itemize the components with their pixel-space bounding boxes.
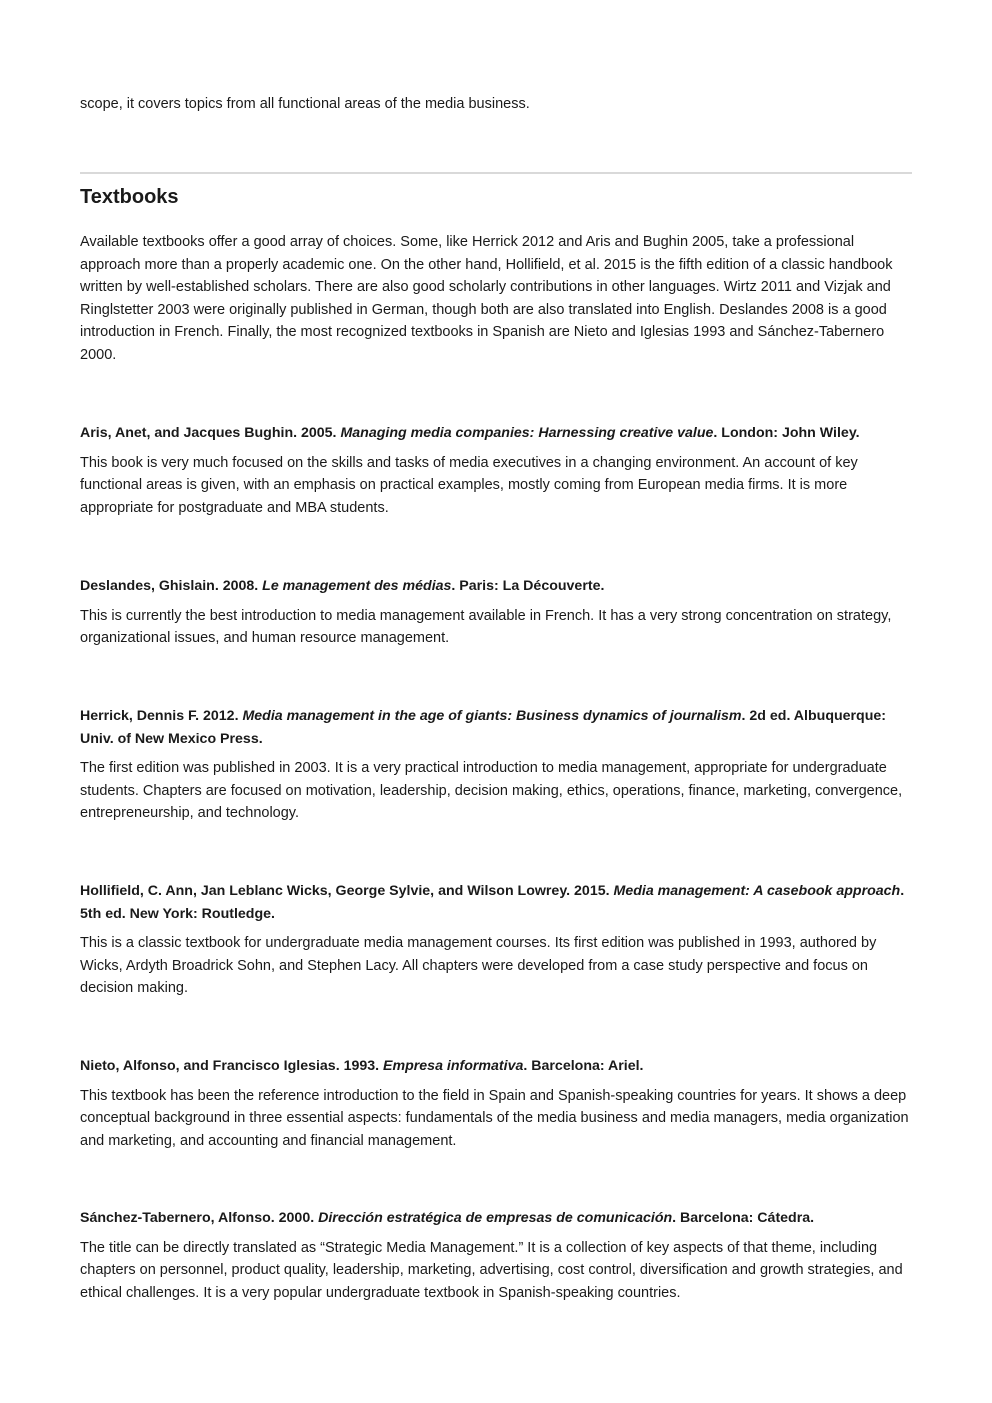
annotation: This is currently the best introduction to media management available in French. It has a very strong concentration on strategy, organizational issues, and human resource management. [80,607,892,646]
citation-title: Media management: A casebook approach [613,883,901,899]
citation [80,1055,912,1078]
citation-title: Le management des médias [262,578,452,594]
section-intro: Available textbooks offer a good array of choices. Some, like Herrick 2012 and Aris and Bughin 2005, take a professional approach more than a properly academic one. On the other hand, Hollifield, et al. 2015 is the fifth edition of a classic handbook written by well-established scholars. There are also good scholarly contributions in other languages. Wirtz 2011 and Vizjak and Ringlstetter 2003 were originally published in German, though both are also translated into English. Deslandes 2008 is a good introduction in French. Finally, the most recognized textbooks in Spanish are Nieto and Iglesias 1993 and Sánchez-Tabernero 2000. [80,234,893,363]
annotation: This textbook has been the reference introduction to the field in Spain and Spanish-speaking countries for years. It shows a deep conceptual background in three essential aspects: fundamentals of the media business and media managers, media organization and marketing, and accounting and financial management. [80,1087,909,1149]
citation-publisher: . 5th ed. New York: Routledge. [80,883,905,922]
bibliography-entry [80,575,912,650]
section-title: Textbooks [80,186,179,208]
annotation: The title can be directly translated as “Strategic Media Management.” It is a collection of key aspects of that theme, including chapters on personnel, product quality, leadership, marketing, advertising, cost control, diversification and growth strategies, and ethical challenges. It is a very popular undergraduate textbook in Spanish-speaking countries. [80,1239,903,1301]
citation [80,705,912,750]
bibliography-entry [80,705,912,825]
bibliography-entry [80,1207,912,1304]
citation-authors: Aris, Anet, and Jacques Bughin. 2005. [80,425,341,441]
annotation: This book is very much focused on the skills and tasks of media executives in a changing environment. An account of key functional areas is given, with an emphasis on practical examples, mostly coming from European media firms. It is more appropriate for postgraduate and MBA students. [80,454,858,516]
citation-title: Media management in the age of giants: Business dynamics of journalism [242,708,742,724]
citation-publisher: . Barcelona: Ariel. [523,1058,644,1074]
citation-authors: Herrick, Dennis F. 2012. [80,708,243,724]
citation [80,880,912,925]
citation-authors: Hollifield, C. Ann, Jan Leblanc Wicks, George Sylvie, and Wilson Lowrey. 2015. [80,883,614,899]
citation-authors: Nieto, Alfonso, and Francisco Iglesias. 1993. [80,1058,384,1074]
citation-publisher: . London: John Wiley. [713,425,860,441]
citation-title: Managing media companies: Harnessing creative value [340,425,714,441]
previous-section-text: scope, it covers topics from all functional areas of the media business. [80,96,530,112]
citation [80,1207,912,1230]
bibliography-entry [80,1055,912,1152]
citation [80,422,912,445]
section-divider [80,172,912,174]
citation-title: Dirección estratégica de empresas de comunicación [318,1210,673,1226]
citation-publisher: . Barcelona: Cátedra. [672,1210,815,1226]
citation-publisher: . 2d ed. Albuquerque: Univ. of New Mexico Press. [80,708,887,747]
citation-authors: Sánchez-Tabernero, Alfonso. 2000. [80,1210,319,1226]
annotation: This is a classic textbook for undergraduate media management courses. Its first edition was published in 1993, authored by Wicks, Ardyth Broadrick Sohn, and Stephen Lacy. All chapters were developed from a case study perspective and focus on decision making. [80,935,877,996]
bibliography-entry [80,422,912,519]
citation-publisher: . Paris: La Découverte. [451,578,605,594]
citation-title: Empresa informativa [383,1058,524,1074]
citation [80,575,912,598]
bibliography-entry [80,880,912,1000]
citation-authors: Deslandes, Ghislain. 2008. [80,578,263,594]
annotation: The first edition was published in 2003. It is a very practical introduction to media management, appropriate for undergraduate students. Chapters are focused on motivation, leadership, decision making, ethics, operations, finance, marketing, convergence, entrepreneurship, and technology. [80,760,903,821]
